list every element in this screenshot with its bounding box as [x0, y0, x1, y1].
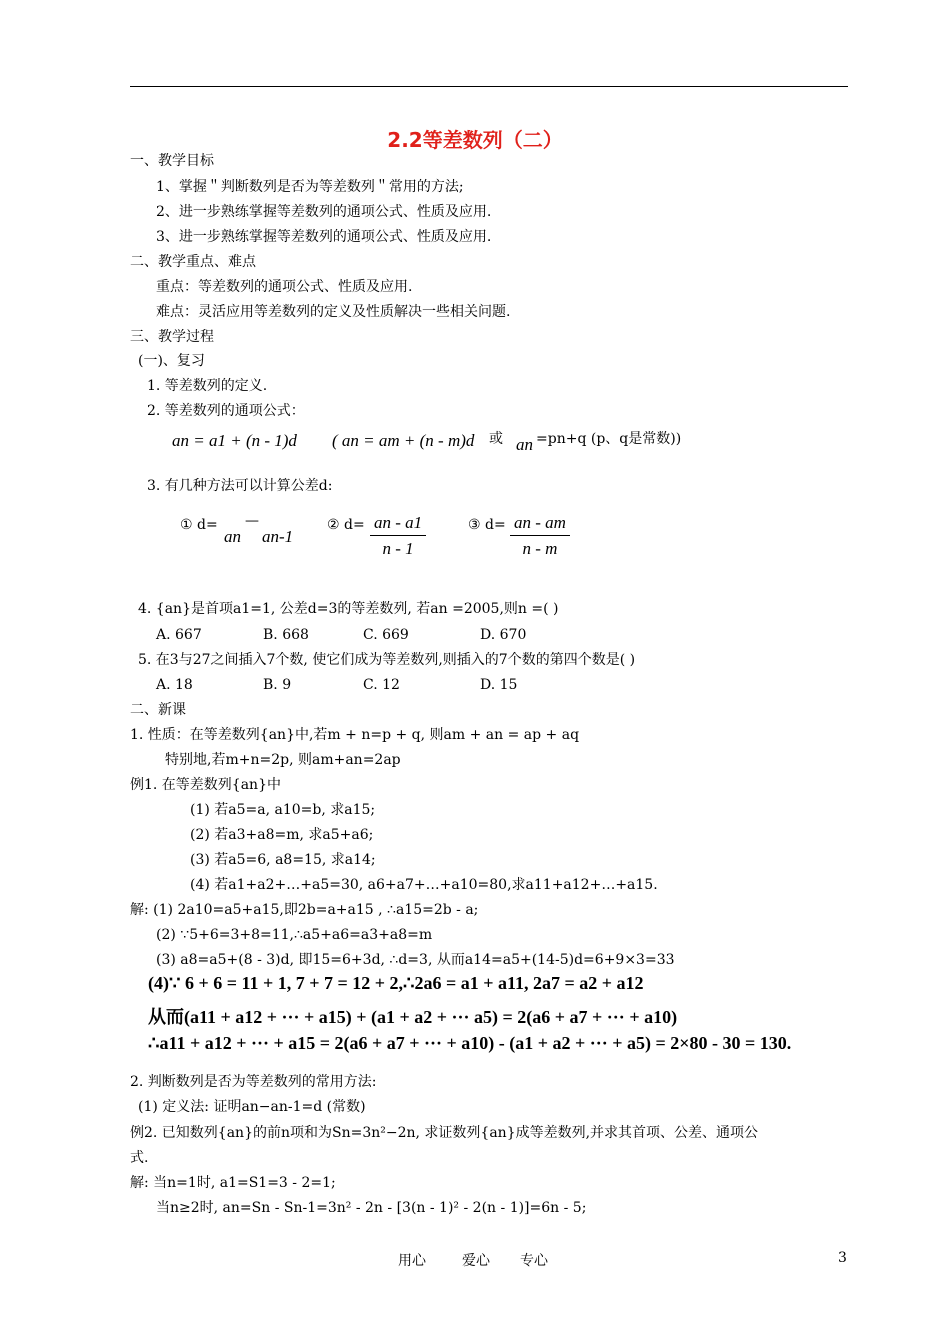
solution-4-line-3: ∴a11 + a12 + ··· + a15 = 2(a6 + a7 + ··· + a10) - (a1 + a2 + ··· + a5) = 2×80 - 30 = 130.	[148, 1033, 792, 1053]
review-item: 3. 有几种方法可以计算公差d:	[147, 478, 333, 494]
method-3-denominator: n - m	[522, 539, 558, 558]
solution-2: (2) ∵5+6=3+8=11,∴a5+a6=a3+a8=m	[156, 927, 433, 943]
example-2-solution: 当n≥2时, an=Sn - Sn-1=3n² - 2n - [3(n - 1)² - 2(n - 1)]=6n - 5;	[156, 1200, 587, 1216]
formula-general-term: an = a1 + (n - 1)d	[172, 431, 297, 450]
method-3-numerator: an - am	[510, 513, 570, 536]
example-1-part: (2) 若a3+a8=m, 求a5+a6;	[190, 827, 374, 843]
section-heading: 三、教学过程	[130, 329, 214, 345]
method-definition: (1) 定义法: 证明an−an-1=d (常数)	[138, 1099, 366, 1115]
footer-motto: 专心	[520, 1253, 548, 1269]
goal-item: 1、掌握＂判断数列是否为等差数列＂常用的方法;	[156, 179, 464, 195]
example-2-solution: 解: 当n=1时, a1=S1=3 - 2=1;	[130, 1175, 336, 1191]
q5-option: D. 15	[480, 677, 518, 693]
example-1-part: (3) 若a5=6, a8=15, 求a14;	[190, 852, 376, 868]
example-1-part: (1) 若a5=a, a10=b, 求a15;	[190, 802, 376, 818]
question-5: 5. 在3与27之间插入7个数, 使它们成为等差数列,则插入的7个数的第四个数是( )	[138, 652, 636, 668]
key-point: 重点：等差数列的通项公式、性质及应用.	[156, 279, 413, 295]
example-2: 例2. 已知数列{an}的前n项和为Sn=3n²−2n, 求证数列{an}成等差数列,并求其首项、公差、通项公	[130, 1125, 759, 1141]
example-1: 例1. 在等差数列{an}中	[130, 777, 281, 793]
solution-4-line-1: (4)∵ 6 + 6 = 11 + 1, 7 + 7 = 12 + 2,∴2a6 = a1 + a11, 2a7 = a2 + a12	[148, 973, 644, 993]
solution-1: 解: (1) 2a10=a5+a15,即2b=a+a15 , ∴a15=2b - a;	[130, 902, 479, 918]
section-heading: 二、教学重点、难点	[130, 254, 256, 270]
property-1-special: 特别地,若m+n=2p, 则am+an=2ap	[165, 752, 401, 768]
formula-linear: =pn+q (p、q是常数))	[536, 431, 682, 447]
footer-motto: 爱心	[462, 1253, 490, 1269]
method-1-minus: —	[245, 513, 259, 529]
example-1-part: (4) 若a1+a2+…+a5=30, a6+a7+…+a10=80,求a11+a12+…+a15.	[190, 877, 658, 893]
q5-option: A. 18	[156, 677, 193, 693]
method-2-label: ② d=	[327, 517, 365, 533]
q4-option: A. 667	[156, 627, 202, 643]
header-rule	[130, 86, 848, 87]
footer-motto: 用心	[398, 1253, 426, 1269]
method-2-denominator: n - 1	[382, 539, 414, 558]
method-2-numerator: an - a1	[370, 513, 426, 536]
q5-option: B. 9	[263, 677, 292, 693]
question-4: 4. {an}是首项a1=1, 公差d=3的等差数列, 若an =2005,则n =( )	[138, 601, 559, 617]
solution-4-line-2: 从而(a11 + a12 + ··· + a15) + (a1 + a2 + ··· a5) = 2(a6 + a7 + ··· + a10)	[148, 1007, 678, 1027]
goal-item: 3、进一步熟练掌握等差数列的通项公式、性质及应用.	[156, 229, 492, 245]
q5-option: C. 12	[363, 677, 400, 693]
q4-option: D. 670	[480, 627, 527, 643]
example-2-cont: 式.	[130, 1150, 149, 1166]
solution-3: (3) a8=a5+(8 - 3)d, 即15=6+3d, ∴d=3, 从而a14=a5+(14-5)d=6+9×3=33	[156, 952, 675, 968]
key-point: 难点：灵活应用等差数列的定义及性质解决一些相关问题.	[156, 304, 511, 320]
goal-item: 2、进一步熟练掌握等差数列的通项公式、性质及应用.	[156, 204, 492, 220]
formula-an: an	[516, 435, 533, 454]
method-1-an1: an-1	[262, 527, 294, 546]
method-1-label: ① d=	[180, 517, 218, 533]
formula-general-term-alt: ( an = am + (n - m)d	[332, 431, 475, 450]
method-1-an: an	[224, 527, 241, 546]
page-title: 2.2等差数列（二）	[387, 128, 563, 152]
property-1: 1. 性质：在等差数列{an}中,若m + n=p + q, 则am + an = ap + aq	[130, 727, 580, 743]
method-2-fraction	[370, 513, 426, 559]
section-heading: 二、新课	[130, 702, 186, 718]
review-item: 1. 等差数列的定义.	[147, 378, 268, 394]
formula-or: 或	[489, 431, 503, 447]
method-3-label: ③ d=	[468, 517, 506, 533]
section-heading: 一、教学目标	[130, 153, 214, 169]
subsection-heading: (一)、复习	[138, 353, 205, 369]
method-3-fraction	[510, 513, 570, 559]
page-number: 3	[838, 1250, 847, 1266]
q4-option: B. 668	[263, 627, 309, 643]
q4-option: C. 669	[363, 627, 409, 643]
review-item: 2. 等差数列的通项公式：	[147, 403, 305, 419]
method-heading: 2. 判断数列是否为等差数列的常用方法:	[130, 1074, 377, 1090]
